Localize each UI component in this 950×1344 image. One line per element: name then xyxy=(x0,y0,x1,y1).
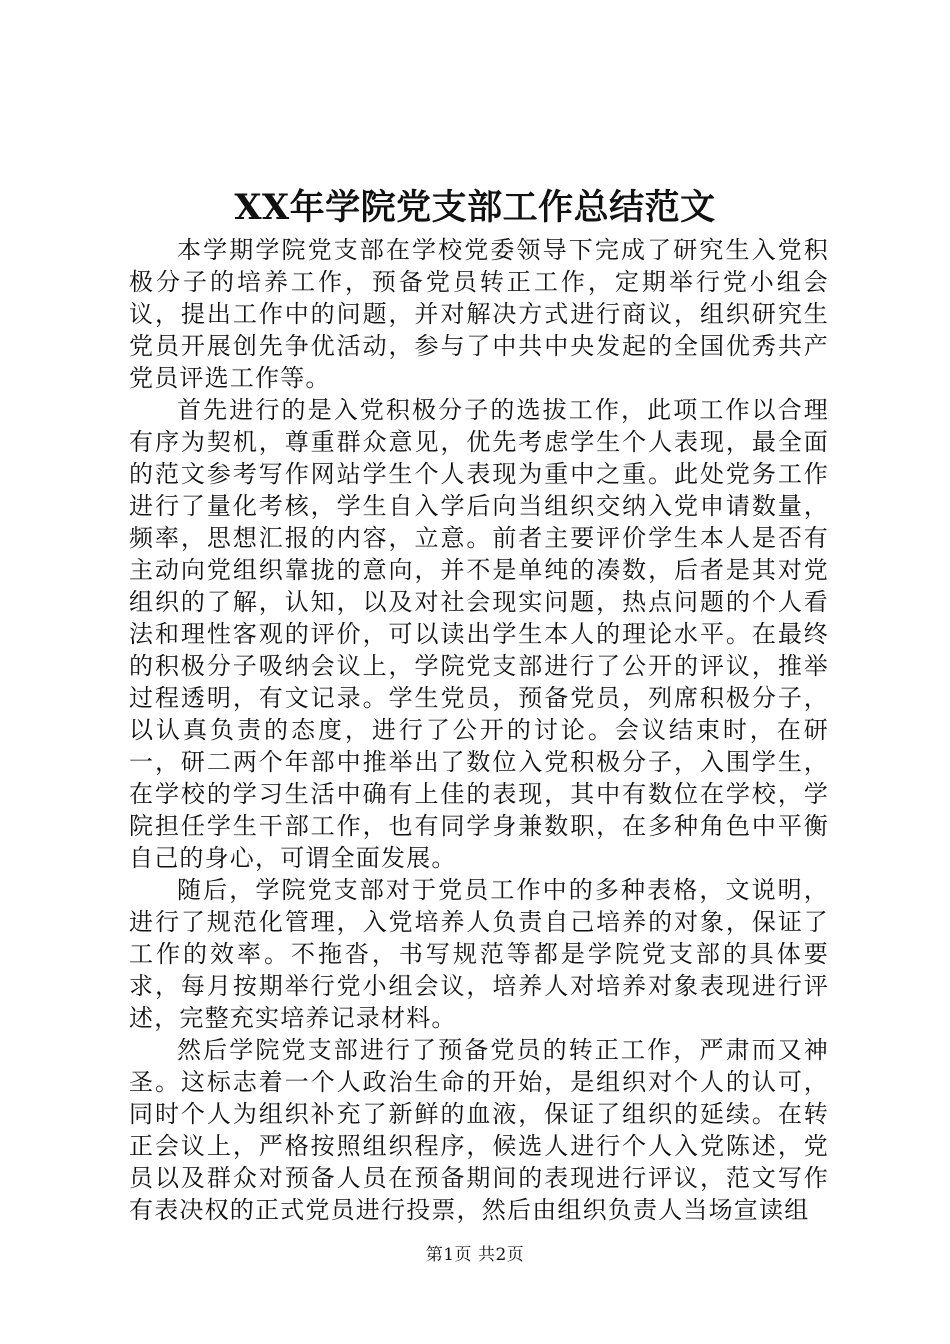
page-number-footer: 第1页 共2页 xyxy=(425,1245,525,1265)
paragraph-4: 然后学院党支部进行了预备党员的转正工作，严肃而又神圣。这标志着一个人政治生命的开始，是组织对个人的认可，同时个人为组织补充了新鲜的血液，保证了组织的延续。在转正会议上，严格按照组织程序，候选人进行个人入党陈述，党员以及群众对预备人员在预备期间的表现进行评议，范文写作有表决权的正式党员进行投票，然后由组织负责人当场宣读组 xyxy=(129,1036,829,1224)
document-body xyxy=(129,234,829,1226)
document-title: XX年学院党支部工作总结范文 xyxy=(234,187,716,228)
paragraph-2: 首先进行的是入党积极分子的选拔工作，此项工作以合理有序为契机，尊重群众意见，优先考虑学生个人表现，最全面的范文参考写作网站学生个人表现为重中之重。此处党务工作进行了量化考核，学生自入学后向当组织交纳入党申请数量，频率，思想汇报的内容，立意。前者主要评价学生本人是否有主动向党组织靠拢的意向，并不是单纯的凑数，后者是其对党组织的了解，认知，以及对社会现实问题，热点问题的个人看法和理性客观的评价，可以读出学生本人的理论水平。在最终的积极分子吸纳会议上，学院党支部进行了公开的评议，推举过程透明，有文记录。学生党员，预备党员，列席积极分子，以认真负责的态度，进行了公开的讨论。会议结束时，在研一，研二两个年部中推举出了数位入党积极分子，入围学生，在学校的学习生活中确有上佳的表现，其中有数位在学校，学院担任学生干部工作，也有同学身兼数职，在多种角色中平衡自己的身心，可谓全面发展。 xyxy=(129,396,829,872)
paragraph-3: 随后，学院党支部对于党员工作中的多种表格，文说明，进行了规范化管理，入党培养人负责自己培养的对象，保证了工作的效率。不拖沓，书写规范等都是学院党支部的具体要求，每月按期举行党小组会议，培养人对培养对象表现进行评述，完整充实培养记录材料。 xyxy=(129,876,829,1032)
paragraph-1: 本学期学院党支部在学校党委领导下完成了研究生入党积极分子的培养工作，预备党员转正工作，定期举行党小组会议，提出工作中的问题，并对解决方式进行商议，组织研究生党员开展创先争优活动，参与了中共中央发起的全国优秀共产党员评选工作等。 xyxy=(129,236,829,392)
